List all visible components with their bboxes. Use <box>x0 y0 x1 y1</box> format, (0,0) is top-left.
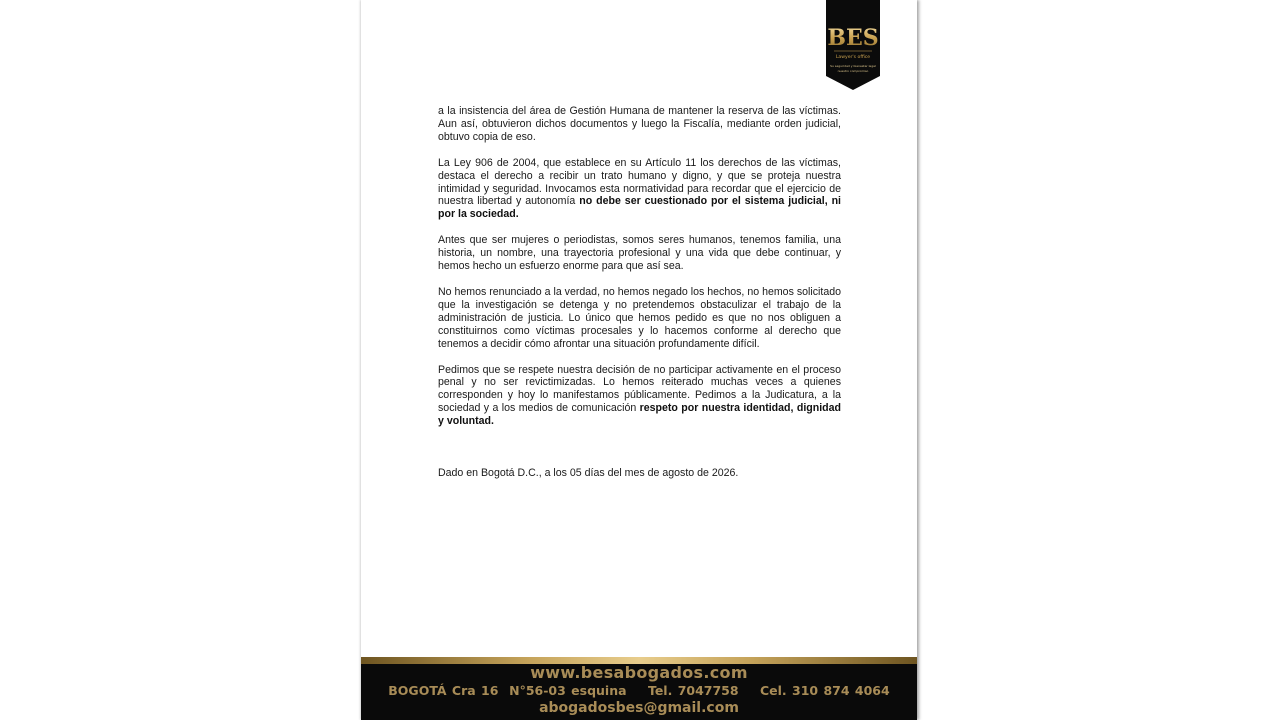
paragraph-5 <box>438 364 841 429</box>
bes-logo-icon <box>826 0 880 90</box>
logo-subtitle: Lawyer's office <box>835 55 871 60</box>
logo-text: BES <box>827 25 879 51</box>
paragraph-2-emphasis: no debe ser cuestionado por el sistema judicial, ni por la sociedad. <box>438 195 841 221</box>
footer-website: www.besabogados.com <box>530 663 748 682</box>
paragraph-2 <box>438 157 841 222</box>
logo-tagline-2: nuestro compromiso <box>837 69 869 73</box>
paragraph-1: a la insistencia del área de Gestión Humana de mantener la reserva de las víctimas. Aun así, obtuvieron dichos documentos y luego la Fiscalía, mediante orden judicial, obtuvo copia de eso. <box>438 105 841 143</box>
document-page <box>361 0 917 720</box>
paragraph-5-emphasis: respeto por nuestra identidad, dignidad y voluntad. <box>438 402 841 428</box>
date-line: Dado en Bogotá D.C., a los 05 días del mes de agosto de 2026. <box>438 467 739 480</box>
letter-body <box>438 105 841 493</box>
paragraph-2-text: La Ley 906 de 2004, que establece en su Artículo 11 los derechos de las víctimas, destaca el derecho a recibir un trato humano y digno, y que se proteja nuestra intimidad y seguridad. Invocamos esta normatividad para recordar que el ejercicio de nuestra libertad y autonomía <box>438 156 841 208</box>
paragraph-5-text: Pedimos que se respete nuestra decisión de no participar activamente en el proceso penal y no ser revictimizadas. Lo hemos reiterado muchas veces a quienes corresponden y hoy lo manifestamos públicamente. Pedimos a la Judicatura, a la sociedad y a los medios de comunicación <box>438 363 841 415</box>
paragraph-4: No hemos renunciado a la verdad, no hemos negado los hechos, no hemos solicitado que la investigación se detenga y no pretendemos obstaculizar el trabajo de la administración de justicia. Lo único que hemos pedido es que no nos obliguen a constituirnos como víctimas procesales y lo hacemos conforme al derecho que tenemos a decidir cómo afrontar una situación profundamente difícil. <box>438 285 841 350</box>
firm-logo-badge <box>826 0 880 90</box>
footer-email: abogadosbes@gmail.com <box>539 700 739 716</box>
logo-tagline-1: Su seguridad y bienestar legal <box>830 64 876 68</box>
paragraph-3: Antes que ser mujeres o periodistas, somos seres humanos, tenemos familia, una historia, un nombre, una trayectoria profesional y una vida que debe continuar, y hemos hecho un esfuerzo enorme para que así sea. <box>438 234 841 273</box>
footer-address: BOGOTÁ Cra 16 N°56-03 esquina Tel. 7047758 Cel. 310 874 4064 <box>388 683 890 698</box>
